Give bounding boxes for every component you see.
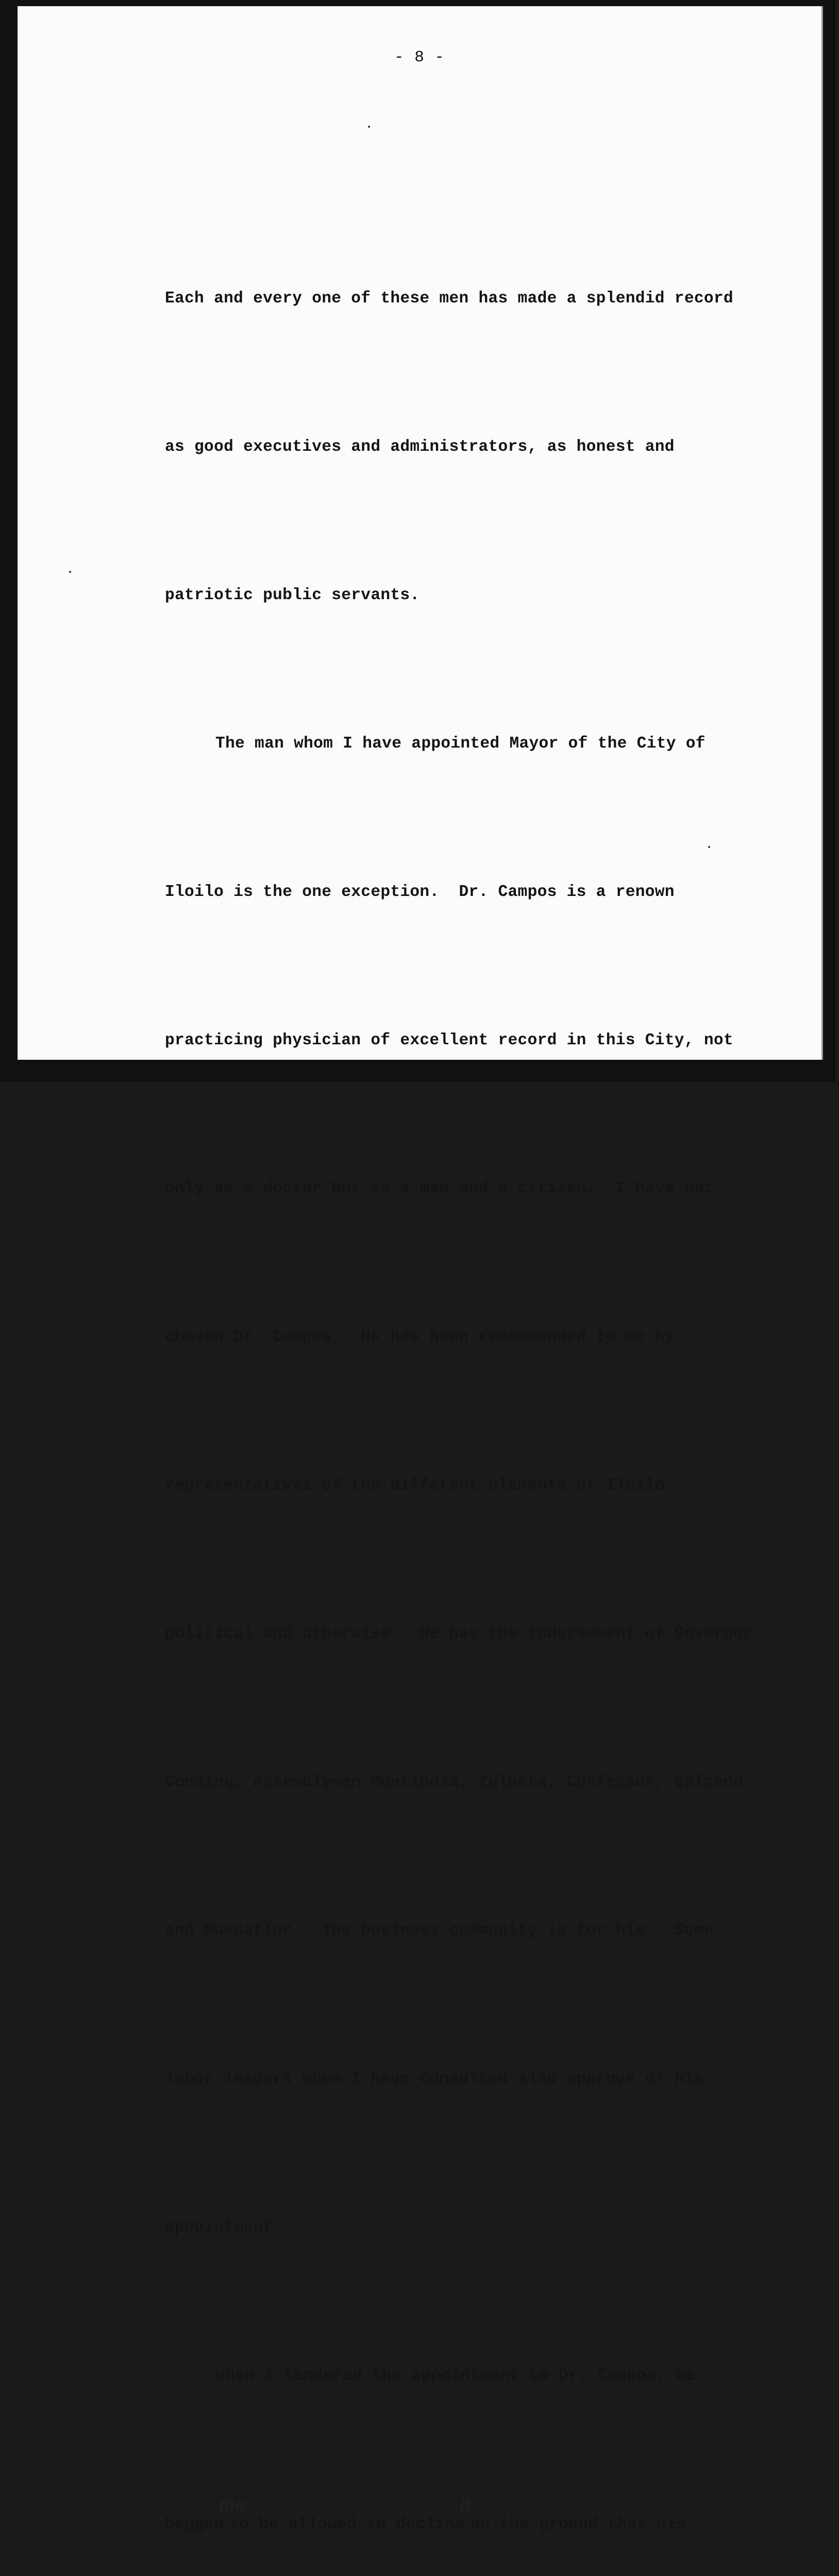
- text-fragment: on the ground that his: [470, 2516, 686, 2534]
- text-line: as good executives and administrators, as honest and: [165, 438, 675, 456]
- handwritten-word: me: [219, 2495, 246, 2515]
- text-line: representatives of the different elements of Iloilo -: [165, 1477, 684, 1495]
- text-fragment: begged: [165, 2516, 224, 2534]
- text-line: labor leaders whom I have consulted also approve of his: [165, 2070, 704, 2088]
- text-line: Each and every one of these men has made a splendid record: [165, 290, 733, 308]
- text-line: and Buenaflor. The business community is for him. Some: [165, 1922, 714, 1940]
- text-line: chosen Dr. Campos. He has been recommended to me by: [165, 1328, 675, 1346]
- page-number: - 8 -: [394, 48, 445, 66]
- insertion-caret-icon: ‸: [465, 2522, 470, 2537]
- text-line-with-handwritten-inserts: [165, 2495, 783, 2549]
- scan-speck: [368, 126, 370, 128]
- handwritten-insert: [219, 2495, 246, 2550]
- text-fragment: to be allowed to decline: [229, 2516, 465, 2534]
- text-line: practicing physician of excellent record in this City, not: [165, 1031, 733, 1049]
- text-line: appointment.: [165, 2218, 283, 2236]
- handwritten-insert: [459, 2495, 473, 2550]
- handwritten-word: it: [459, 2495, 473, 2515]
- typed-body: [165, 175, 783, 2576]
- text-line: Consing, Assemblymen Montinola, Zulueta, Confessor, Salcedo: [165, 1773, 743, 1791]
- text-line: only as a doctor but as a man and a citizen. I have not: [165, 1180, 714, 1198]
- paragraph-start-line: The man whom I have appointed Mayor of the City of: [215, 735, 706, 753]
- text-line: political and otherwise. He has the indorsement of Governor: [165, 1625, 753, 1643]
- paragraph-start-line: When I tendered the appointment to Dr. Campos, he: [215, 2367, 696, 2385]
- insertion-caret-icon: ‸: [224, 2522, 229, 2537]
- text-line: patriotic public servants.: [165, 586, 420, 604]
- text-line: Iloilo is the one exception. Dr. Campos is a renown: [165, 883, 675, 901]
- scan-speck: [69, 571, 71, 573]
